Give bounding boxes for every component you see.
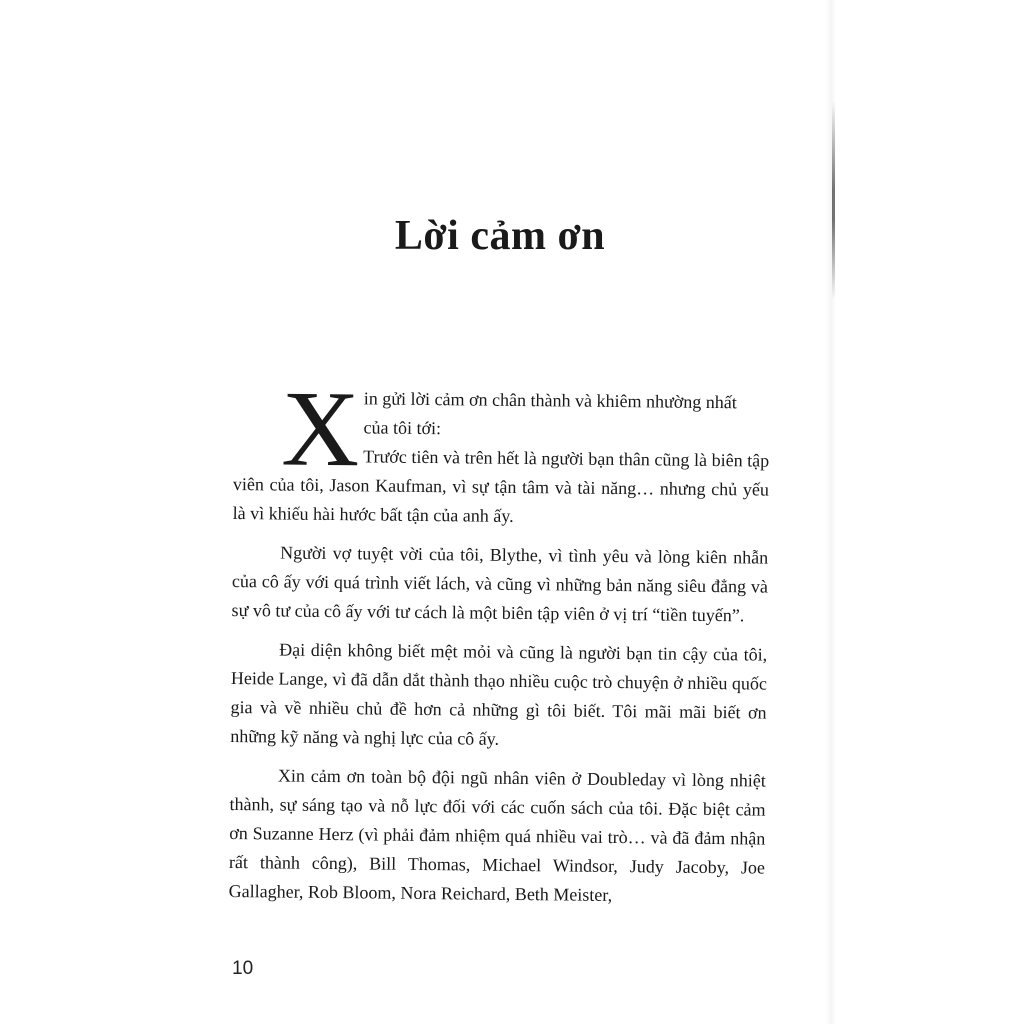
paragraph-4: Xin cảm ơn toàn bộ đội ngũ nhân viên ở Doubleday vì lòng nhiệt thành, sự sáng tạo và nỗ lực đối với các cuốn sách của tôi. Đặc biệt cảm ơn Suzanne Herz (vì phải đảm nhiệm quá nhiều vai trò… và đã đảm nhận rất thành công), Bill Thomas, Michael Windsor, Judy Jacoby, Joe Gallagher, Rob Bloom, Nora Reichard, Beth Meister, [228,765,766,905]
paragraph-2: Người vợ tuyệt vời của tôi, Blythe, vì tình yêu và lòng kiên nhẫn của cô ấy với quá trình viết lách, và cũng vì những bản năng siêu đẳng và sự vô tư của cô ấy với tư cách là một biên tập viên ở vị trí “tiền tuyến”. [231,542,769,626]
body-text [228,369,770,912]
paragraph-1-line-3: Trước tiên và trên hết là người bạn thân cũng là biên tập viên của tôi, Jason Kaufman, vì sự tận tâm và tài năng… nhưng chủ yếu là vì khiếu hài hước bất tận của anh ấy. [232,446,770,526]
drop-cap: X [280,369,361,490]
spine-edge-line [832,100,835,300]
paragraph-3: Đại diện không biết mệt mỏi và cũng là người bạn tin cậy của tôi, Heide Lange, vì đã dẫn dắt thành thạo nhiều cuộc trò chuyện ở nhiều quốc gia và về nhiều chủ đề hơn cả những gì tôi biết. Tôi mãi mãi biết ơn những kỹ năng và nghị lực của cô ấy. [230,639,768,749]
chapter-title: Lời cảm ơn [394,213,606,259]
paragraph-1-line-1: in gửi lời cảm ơn chân thành và khiêm nhường nhất [363,388,737,413]
page-number: 10 [232,958,254,979]
paragraph-1-line-2: của tôi tới: [363,417,442,439]
paragraph-1 [232,369,770,534]
